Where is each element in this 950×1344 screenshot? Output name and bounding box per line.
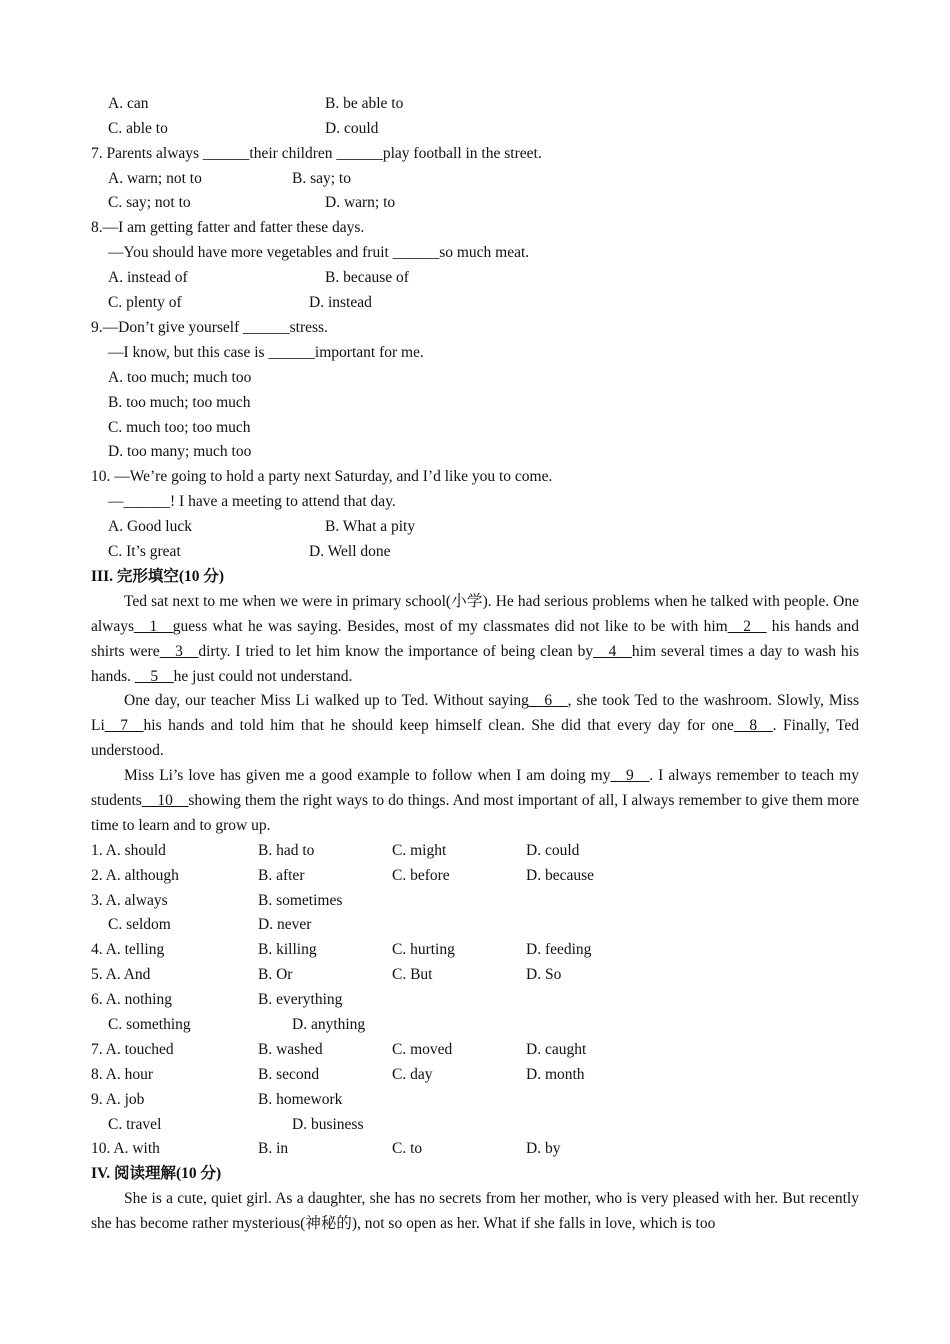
q9-stem-1: 9.—Don’t give yourself ______stress. xyxy=(91,319,328,336)
q9-option-a: A. too much; much too xyxy=(108,369,252,386)
cloze-5-d: D. So xyxy=(526,966,562,983)
q7-option-a: A. warn; not to xyxy=(108,170,202,187)
q7-option-c: C. say; not to xyxy=(108,194,191,211)
q10-option-d: D. Well done xyxy=(309,543,391,560)
q10-option-a: A. Good luck xyxy=(108,518,192,535)
blank-5: __5__ xyxy=(134,667,174,685)
cloze-5-b: B. Or xyxy=(258,966,293,983)
q6-option-d: D. could xyxy=(325,120,379,137)
p1-text-4: dirty. I tried to let him know the importance of being clean by xyxy=(198,642,594,660)
p1-text-1: Ted sat next to me when we were in primary school(小学). He had serious problems when he talked with people. One always xyxy=(91,593,859,635)
cloze-10-a: 10. A. with xyxy=(91,1140,160,1157)
p2-text-2: , she took Ted to the washroom. Slowly, Miss Li xyxy=(91,692,859,734)
q6-option-b: B. be able to xyxy=(325,95,404,112)
q8-stem-1: 8.—I am getting fatter and fatter these days. xyxy=(91,219,365,236)
cloze-paragraph-1 xyxy=(91,590,859,690)
cloze-6-c: C. something xyxy=(108,1016,191,1033)
cloze-6-d: D. anything xyxy=(292,1016,366,1033)
cloze-3-d: D. never xyxy=(258,916,312,933)
p2-text-4: . Finally, Ted understood. xyxy=(91,716,859,759)
cloze-6-a: 6. A. nothing xyxy=(91,991,172,1008)
cloze-paragraph-2 xyxy=(91,689,859,764)
cloze-9-b: B. homework xyxy=(258,1091,343,1108)
blank-4: __4__ xyxy=(593,642,632,660)
cloze-4-c: C. hurting xyxy=(392,941,455,958)
cloze-7-b: B. washed xyxy=(258,1041,323,1058)
p1-text-5: him several times a day to wash his hands. xyxy=(91,642,860,685)
blank-6: __6__ xyxy=(528,692,568,709)
cloze-5-c: C. But xyxy=(392,966,433,983)
blank-3: __3__ xyxy=(159,642,199,660)
p3-text-2: . I always remember to teach my students xyxy=(91,767,859,809)
reading-text: She is a cute, quiet girl. As a daughter, she has no secrets from her mother, who is very pleased with her. But recently she has become rather mysterious(神秘的), not so open as her. What if she falls in love, which is too xyxy=(91,1190,859,1232)
blank-8: __8__ xyxy=(733,716,773,734)
section-4-heading: IV. 阅读理解(10 分) xyxy=(91,1165,222,1182)
cloze-10-c: C. to xyxy=(392,1140,423,1157)
cloze-8-d: D. month xyxy=(526,1066,585,1083)
q8-stem-2: —You should have more vegetables and fruit ______so much meat. xyxy=(108,244,530,261)
q8-option-b: B. because of xyxy=(325,269,409,286)
cloze-7-c: C. moved xyxy=(392,1041,453,1058)
cloze-1-c: C. might xyxy=(392,842,447,859)
reading-paragraph-1 xyxy=(91,1187,859,1237)
q9-option-d: D. too many; much too xyxy=(108,443,252,460)
cloze-9-a: 9. A. job xyxy=(91,1091,145,1108)
q6-option-c: C. able to xyxy=(108,120,168,137)
cloze-2-d: D. because xyxy=(526,867,594,884)
cloze-3-a: 3. A. always xyxy=(91,892,168,909)
cloze-6-b: B. everything xyxy=(258,991,343,1008)
p3-text-1: Miss Li’s love has given me a good example to follow when I am doing my xyxy=(124,767,611,784)
cloze-1-a: 1. A. should xyxy=(91,842,166,859)
cloze-2-c: C. before xyxy=(392,867,450,884)
q8-option-d: D. instead xyxy=(309,294,372,311)
q7-stem: 7. Parents always ______their children ______play football in the street. xyxy=(91,145,542,162)
q10-stem-2: —______! I have a meeting to attend that day. xyxy=(108,493,396,510)
q8-option-c: C. plenty of xyxy=(108,294,182,311)
blank-10: __10__ xyxy=(141,791,189,809)
cloze-paragraph-3 xyxy=(91,764,859,839)
cloze-2-b: B. after xyxy=(258,867,305,884)
cloze-1-b: B. had to xyxy=(258,842,315,859)
q9-option-c: C. much too; too much xyxy=(108,419,251,436)
cloze-7-d: D. caught xyxy=(526,1041,587,1058)
cloze-9-d: D. business xyxy=(292,1116,364,1133)
blank-2: __2__ xyxy=(727,617,767,635)
cloze-4-b: B. killing xyxy=(258,941,317,958)
cloze-2-a: 2. A. although xyxy=(91,867,179,884)
cloze-1-d: D. could xyxy=(526,842,580,859)
p3-text-3: showing them the right ways to do things. And most important of all, I always remember to give them more time to learn and to grow up. xyxy=(91,791,859,834)
q7-option-d: D. warn; to xyxy=(325,194,396,211)
blank-9: __9__ xyxy=(610,767,650,784)
cloze-8-a: 8. A. hour xyxy=(91,1066,153,1083)
q7-option-b: B. say; to xyxy=(292,170,351,187)
blank-7: __7__ xyxy=(104,716,144,734)
p2-text-1: One day, our teacher Miss Li walked up to Ted. Without saying xyxy=(124,692,529,709)
cloze-7-a: 7. A. touched xyxy=(91,1041,174,1058)
q10-option-c: C. It’s great xyxy=(108,543,181,560)
blank-1: __1__ xyxy=(134,617,173,635)
cloze-10-b: B. in xyxy=(258,1140,289,1157)
p1-text-3: his hands and shirts were xyxy=(91,617,859,660)
q6-option-a: A. can xyxy=(108,95,149,112)
p2-text-3: his hands and told him that he should keep himself clean. She did that every day for one xyxy=(143,716,734,734)
cloze-4-a: 4. A. telling xyxy=(91,941,165,958)
q10-stem-1: 10. —We’re going to hold a party next Saturday, and I’d like you to come. xyxy=(91,468,553,485)
q9-stem-2: —I know, but this case is ______important for me. xyxy=(108,344,424,361)
cloze-5-a: 5. A. And xyxy=(91,966,151,983)
cloze-10-d: D. by xyxy=(526,1140,561,1157)
q8-option-a: A. instead of xyxy=(108,269,188,286)
cloze-8-b: B. second xyxy=(258,1066,320,1083)
p1-text-6: he just could not understand. xyxy=(173,667,353,685)
cloze-8-c: C. day xyxy=(392,1066,433,1083)
cloze-9-c: C. travel xyxy=(108,1116,162,1133)
q9-option-b: B. too much; too much xyxy=(108,394,251,411)
q10-option-b: B. What a pity xyxy=(325,518,416,535)
cloze-4-d: D. feeding xyxy=(526,941,592,958)
cloze-3-c: C. seldom xyxy=(108,916,171,933)
cloze-3-b: B. sometimes xyxy=(258,892,343,909)
p1-text-2: guess what he was saying. Besides, most of my classmates did not like to be with him xyxy=(172,617,728,635)
section-3-heading: III. 完形填空(10 分) xyxy=(91,568,225,585)
